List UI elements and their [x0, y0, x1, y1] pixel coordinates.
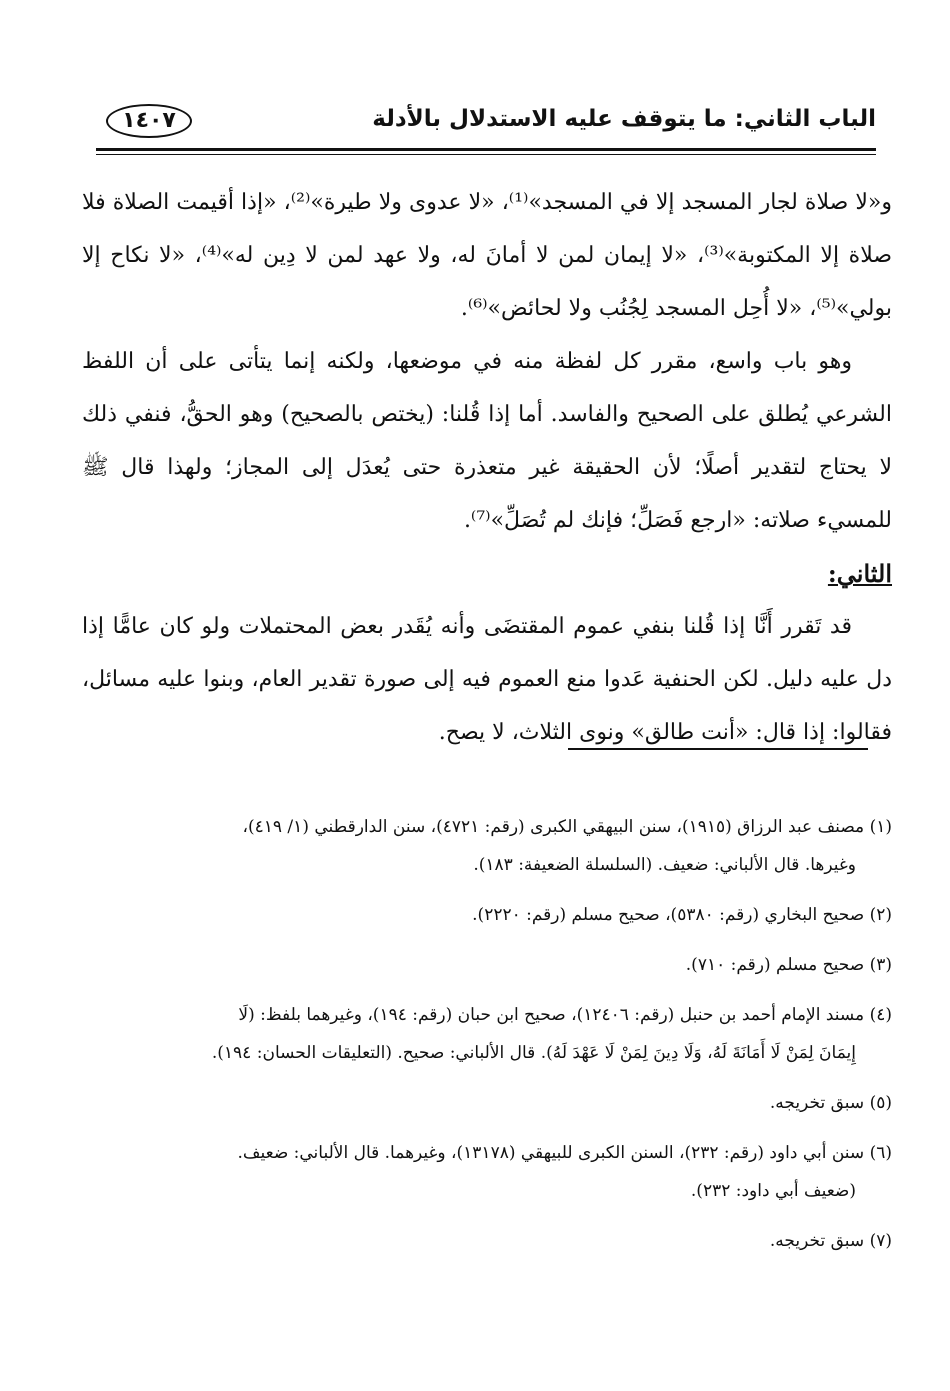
- footnote-number: (٧): [869, 1231, 892, 1251]
- footnote-item: [82, 1134, 892, 1210]
- chapter-title: الباب الثاني: ما يتوقف عليه الاستدلال بالأدلة: [372, 106, 876, 132]
- paragraph-2: وهو باب واسع، مقرر كل لفظة منه في موضعها، ولكنه إنما يتأتى على أن اللفظ الشرعي يُطلق على الصحيح والفاسد. أما إذا قُلنا: (يختص بالصحيح) وهو الحقُّ، فنفي ذلك لا يحتاج لتقدير أصلًا؛ لأن الحقيقة غير متعذرة حتى يُعدَل إلى المجاز؛ ولهذا قال ﷺ للمسيء صلاته: «ارجع فَصَلِّ؛ فإنك لم تُصَلِّ»⁽⁷⁾.: [82, 349, 892, 533]
- footnote-text: سبق تخريجه.: [769, 1093, 865, 1113]
- footnote-continuation: إِيمَانَ لِمَنْ لَا أَمَانَةَ لَهُ، وَلَا دِينَ لِمَنْ لَا عَهْدَ لَهُ). قال الألباني: صحيح. (التعليقات الحسان: ١٩٤).: [211, 1043, 856, 1063]
- header-rule-thin: [96, 154, 876, 155]
- footnote-continuation: وغيرها. قال الألباني: ضعيف. (السلسلة الضعيفة: ١٨٣).: [473, 855, 856, 875]
- main-text: [82, 176, 892, 759]
- running-header: [96, 104, 876, 148]
- footnote-text: سبق تخريجه.: [769, 1231, 865, 1251]
- footnote-item: [82, 1084, 892, 1122]
- page-number: ١٤٠٧: [106, 104, 192, 138]
- footnote-item: [82, 896, 892, 934]
- paragraph-3: قد تَقرر أَنَّا إذا قُلنا بنفي عموم المقتضَى وأنه يُقَدر بعض المحتملات ولو كان عامًّا إذا دل عليه دليل. لكن الحنفية عَدوا منع العموم فيه إلى صورة تقدير العام، وبنوا عليه مسائل، فقالوا: إذا قال: «أنت طالق» ونوى الثلاث، لا يصح.: [82, 614, 892, 745]
- section-heading: الثاني:: [827, 559, 892, 588]
- footnote-text: مسند الإمام أحمد بن حنبل (رقم: ١٢٤٠٦)، صحيح ابن حبان (رقم: ١٩٤)، وغيرهما بلفظ: (لَا: [238, 1005, 865, 1025]
- footnotes: [82, 808, 892, 1272]
- footnote-text: مصنف عبد الرزاق (١٩١٥)، سنن البيهقي الكبرى (رقم: ٤٧٢١)، سنن الدارقطني (١/ ٤١٩)،: [242, 817, 865, 837]
- header-rule-thick: [96, 148, 876, 151]
- footnote-item: [82, 996, 892, 1072]
- footnote-text: سنن أبي داود (رقم: ٢٣٢)، السنن الكبرى للبيهقي (١٣١٧٨)، وغيرهما. قال الألباني: ضعيف.: [237, 1143, 865, 1163]
- footnote-text: صحيح مسلم (رقم: ٧١٠).: [685, 955, 865, 975]
- footnote-item: [82, 808, 892, 884]
- footnote-item: [82, 1222, 892, 1260]
- footnote-number: (٥): [869, 1093, 892, 1113]
- footnote-number: (٣): [869, 955, 892, 975]
- footnote-number: (٤): [869, 1005, 892, 1025]
- footnote-continuation: (ضعيف أبي داود: ٢٣٢).: [690, 1181, 856, 1201]
- footnote-separator: [568, 748, 868, 750]
- footnote-number: (١): [869, 817, 892, 837]
- footnote-number: (٦): [869, 1143, 892, 1163]
- footnote-text: صحيح البخاري (رقم: ٥٣٨٠)، صحيح مسلم (رقم: ٢٢٢٠).: [472, 905, 865, 925]
- footnote-item: [82, 946, 892, 984]
- paragraph-1: و«لا صلاة لجار المسجد إلا في المسجد»⁽¹⁾، «لا عدوى ولا طيرة»⁽²⁾، «إذا أقيمت الصلاة فلا صلاة إلا المكتوبة»⁽³⁾، «لا إيمان لمن لا أمانَ له، ولا عهد لمن لا دِين له»⁽⁴⁾، «لا نكاح إلا بولي»⁽⁵⁾، «لا أُحِل المسجد لِجُنُب ولا لحائض»⁽⁶⁾.: [82, 190, 892, 321]
- footnote-number: (٢): [869, 905, 892, 925]
